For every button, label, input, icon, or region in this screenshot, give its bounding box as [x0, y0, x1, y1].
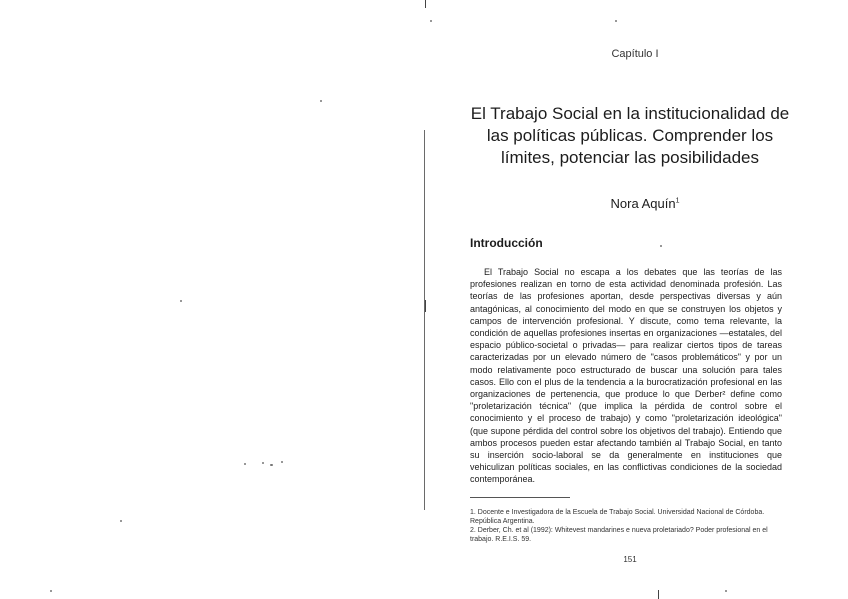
- book-gutter: [424, 130, 425, 510]
- scan-mark: [658, 590, 659, 599]
- scan-speck: [262, 462, 264, 464]
- scan-speck: [430, 20, 432, 22]
- scan-speck: [270, 464, 273, 466]
- paragraph: El Trabajo Social no escapa a los debates que las teorías de las profesiones realizan en torno de esta actividad denominada profesión. Las teorías de las profesiones aportan, desde perspectivas diversas y aún antagónicas, al conocimiento del modo en que se construyen los objetos y campos de intervención profesional. Y discute, como tema relevante, la condición de aquellas profesiones insertas en organizaciones —estatales, del espacio público-societal o privadas— para realizar ciertos tipos de tareas caracterizadas por un elevado número de "casos problemáticos" y por un modo relativamente poco estructurado de buscar una solución para tales casos. Ello con el plus de la tendencia a la burocratización profesional en las organizaciones de pertenencia, que produce lo que Derber² define como "proletarización técnica" (que implica la pérdida de control sobre el conocimiento y el proceso de trabajo) y como "proletarización ideológica" (que supone pérdida del control sobre los objetivos del trabajo). Entiendo que ambos procesos pueden estar afectando también al Trabajo Social, en tanto su inserción socio-laboral se da generalmente en instituciones que vehiculizan políticas sociales, en las conflictivas condiciones de la sociedad contemporánea.: [470, 267, 782, 485]
- scan-speck: [660, 245, 662, 247]
- footnote-2: 2. Derber, Ch. et al (1992): Whitevest mandarines e nueva proletariado? Poder profesional en el trabajo. R.E.I.S. 59.: [470, 527, 768, 543]
- body-text: [470, 266, 782, 486]
- scan-mark: [425, 0, 426, 8]
- chapter-label: Capítulo I: [611, 48, 659, 60]
- footnote-1: 1. Docente e Investigadora de la Escuela de Trabajo Social. Universidad Nacional de Córdoba. República Argentina.: [470, 509, 765, 525]
- scan-speck: [725, 590, 727, 592]
- scan-speck: [50, 590, 52, 592]
- scan-speck: [320, 100, 322, 102]
- scan-speck: [244, 463, 246, 465]
- chapter-title: El Trabajo Social en la institucionalidad de las políticas públicas. Comprender los límites, potenciar las posibilidades: [470, 104, 790, 167]
- section-heading: Introducción: [470, 236, 543, 250]
- scan-speck: [615, 20, 617, 22]
- footnote-divider: [470, 497, 570, 498]
- page-number: 151: [623, 555, 637, 564]
- footnotes: [470, 508, 782, 544]
- scan-mark: [425, 300, 426, 312]
- author-text: Nora Aquín: [610, 196, 676, 211]
- scan-speck: [180, 300, 182, 302]
- scan-speck: [120, 520, 122, 522]
- scan-speck: [281, 461, 283, 463]
- author-footnote-mark: 1: [675, 197, 680, 205]
- author-name: [590, 196, 700, 211]
